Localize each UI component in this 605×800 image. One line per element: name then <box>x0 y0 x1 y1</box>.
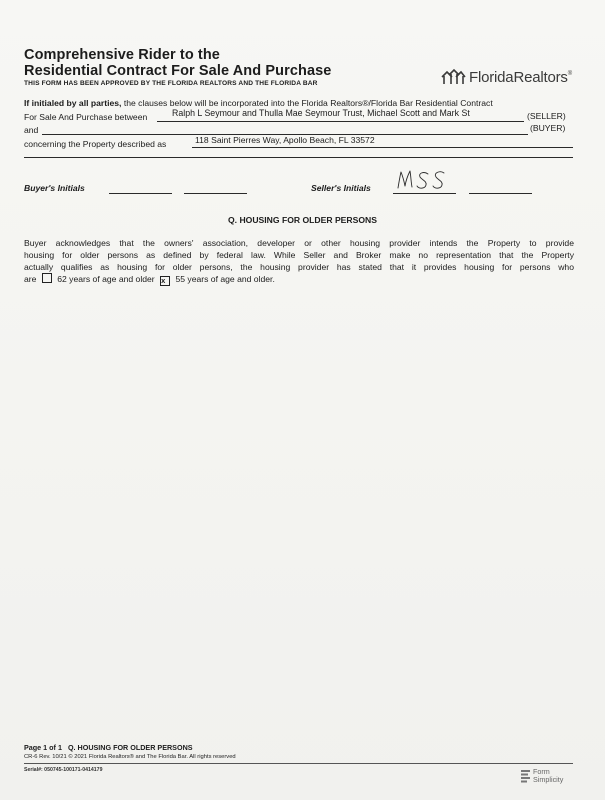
footer-divider <box>24 763 573 764</box>
seller-label: (SELLER) <box>527 111 566 121</box>
checkbox-62-years[interactable] <box>42 273 52 283</box>
footer-page-label: Page 1 of 1 <box>24 743 62 752</box>
buyer-initials-label: Buyer's Initials <box>24 183 85 193</box>
paragraph-line-3: actually qualifies as housing for older persons, the housing provider has stated that it provides housing for persons who <box>24 262 574 272</box>
buyer-initials-field-2[interactable] <box>184 193 247 194</box>
and-label: and <box>24 125 39 135</box>
intro-bold: If initialed by all parties, <box>24 98 122 108</box>
are-label: are <box>24 274 37 284</box>
checkbox-55-years[interactable]: x <box>160 276 170 286</box>
logo-wordmark: FloridaRealtors <box>469 68 568 86</box>
seller-field-underline <box>157 121 524 122</box>
logo-registered-mark: ® <box>567 71 573 77</box>
form-simplicity-text <box>533 768 563 784</box>
seller-initials-label: Seller's Initials <box>311 183 371 193</box>
intro-line <box>24 98 493 108</box>
property-field-underline <box>192 147 573 148</box>
paragraph-line-4 <box>24 273 574 286</box>
form-simplicity-icon <box>520 769 531 783</box>
property-extra-underline <box>24 157 573 158</box>
paragraph-line-2: housing for older persons as defined by federal law. While Seller and Broker make no representation that the Property <box>24 250 574 260</box>
option-55-label: 55 years of age and older. <box>175 274 275 284</box>
form-simplicity-logo <box>520 768 563 784</box>
seller-initials-field-1[interactable] <box>393 193 456 194</box>
section-paragraph <box>24 237 574 286</box>
form-title-line2: Residential Contract For Sale And Purchase <box>24 63 332 79</box>
footer-revision: CR-6 Rev. 10/21 © 2021 Florida Realtors® and The Florida Bar. All rights reserved <box>24 754 236 760</box>
florida-realtors-logo <box>440 66 572 88</box>
footer-page-info <box>24 743 193 752</box>
section-heading: Q. HOUSING FOR OLDER PERSONS <box>228 215 377 225</box>
form-title-line1: Comprehensive Rider to the <box>24 47 220 63</box>
property-field-value[interactable]: 118 Saint Pierres Way, Apollo Beach, FL 33572 <box>195 135 375 145</box>
intro-rest: the clauses below will be incorporated into the Florida Realtors®/Florida Bar Residential Contract <box>123 98 493 108</box>
option-62-label: 62 years of age and older <box>57 274 155 284</box>
seller-initials-field-2[interactable] <box>469 193 532 194</box>
paragraph-line-1: Buyer acknowledges that the owners' association, developer or other housing provider intends the Property to provide <box>24 238 574 248</box>
realtors-houses-icon <box>440 68 466 86</box>
seller-field-value[interactable]: Ralph L Seymour and Thulla Mae Seymour Trust, Michael Scott and Mark St <box>172 108 470 118</box>
fs-line1: Form <box>533 767 550 776</box>
footer-serial: Serial#: 050745-100171-0414179 <box>24 767 103 773</box>
fs-line2: Simplicity <box>533 775 564 784</box>
footer-page-title: Q. HOUSING FOR OLDER PERSONS <box>67 743 193 752</box>
buyer-label: (BUYER) <box>530 123 566 133</box>
property-label: concerning the Property described as <box>24 139 167 149</box>
between-label: For Sale And Purchase between <box>24 112 148 122</box>
approval-note: THIS FORM HAS BEEN APPROVED BY THE FLORIDA REALTORS AND THE FLORIDA BAR <box>24 80 318 87</box>
buyer-initials-field-1[interactable] <box>109 193 172 194</box>
